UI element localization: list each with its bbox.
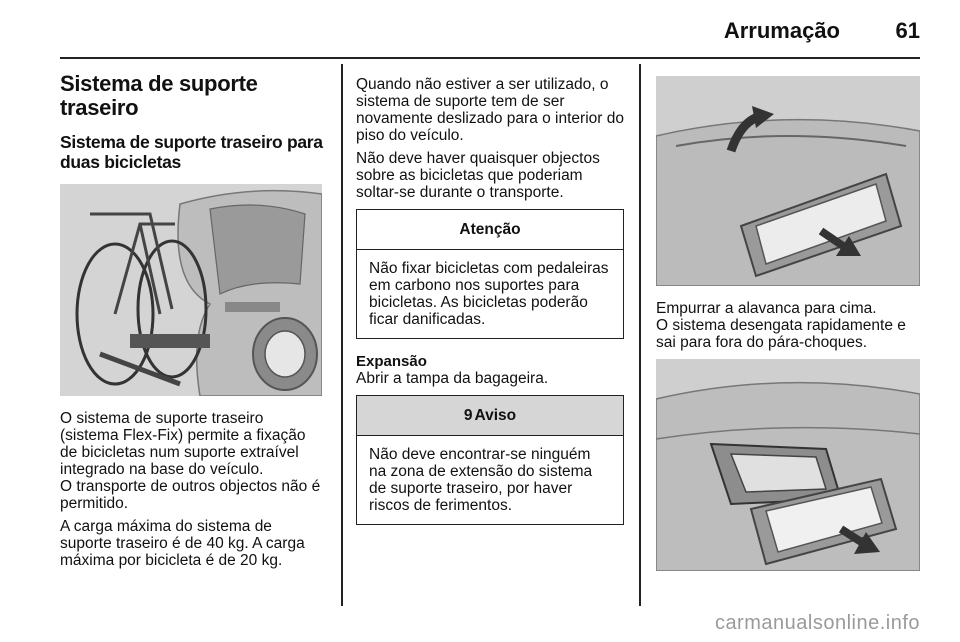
section-heading: Expansão: [356, 353, 427, 370]
column-divider-right: [639, 64, 641, 606]
paragraph: O sistema de suporte traseiro (sistema Flex-Fix) permite a fixação de bicicletas num suporte extraível integrado na base do veículo.: [60, 410, 306, 478]
chapter-title: Arrumação: [723, 18, 840, 43]
rack-extending-image: [656, 359, 920, 571]
caption: Empurrar a alavanca para cima.: [656, 300, 877, 317]
page-number: 61: [895, 18, 920, 43]
warning-title: Aviso: [474, 406, 517, 424]
paragraph: A carga máxima do sistema de suporte traseiro é de 40 kg. A carga máxima por bicicleta é de 20 kg.: [60, 518, 305, 569]
header-divider: [60, 57, 920, 59]
warning-header: [357, 396, 623, 436]
paragraph: Não deve haver quaisquer objectos sobre as bicicletas que poderiam soltar-se durante o transporte.: [356, 150, 600, 201]
lever-illustration: [656, 76, 920, 286]
page-header: [60, 14, 920, 58]
watermark: carmanualsonline.info: [714, 612, 920, 634]
bike-rack-illustration: [60, 184, 322, 396]
section-heading: Sistema de suporte traseiro: [60, 71, 258, 120]
paragraph: Abrir a tampa da bagageira.: [356, 370, 549, 387]
column-1: [60, 72, 326, 575]
warning-box: [356, 395, 624, 525]
caption: O sistema desengata rapidamente e sai para fora do pára-choques.: [656, 317, 906, 351]
column-2: [356, 76, 624, 539]
car-with-bicycle-image: [60, 184, 322, 396]
extension-illustration: [656, 359, 920, 571]
caution-title: Atenção: [357, 210, 623, 250]
warning-icon: 9: [463, 406, 473, 424]
caution-text: Não fixar bicicletas com pedaleiras em carbono nos suportes para bicicletas. As bicicletas poderão ficar danificadas.: [369, 260, 609, 328]
lever-push-image: [656, 76, 920, 286]
section-subheading: Sistema de suporte traseiro para duas bicicletas: [60, 132, 323, 172]
paragraph: Quando não estiver a ser utilizado, o sistema de suporte tem de ser novamente deslizado para o interior do piso do veículo.: [356, 76, 624, 144]
warning-text: Não deve encontrar-se ninguém na zona de extensão do sistema de suporte traseiro, por haver riscos de ferimentos.: [369, 446, 593, 514]
paragraph: O transporte de outros objectos não é permitido.: [60, 478, 321, 512]
column-3: [656, 76, 922, 571]
column-divider-left: [341, 64, 343, 606]
caution-box: [356, 209, 624, 339]
